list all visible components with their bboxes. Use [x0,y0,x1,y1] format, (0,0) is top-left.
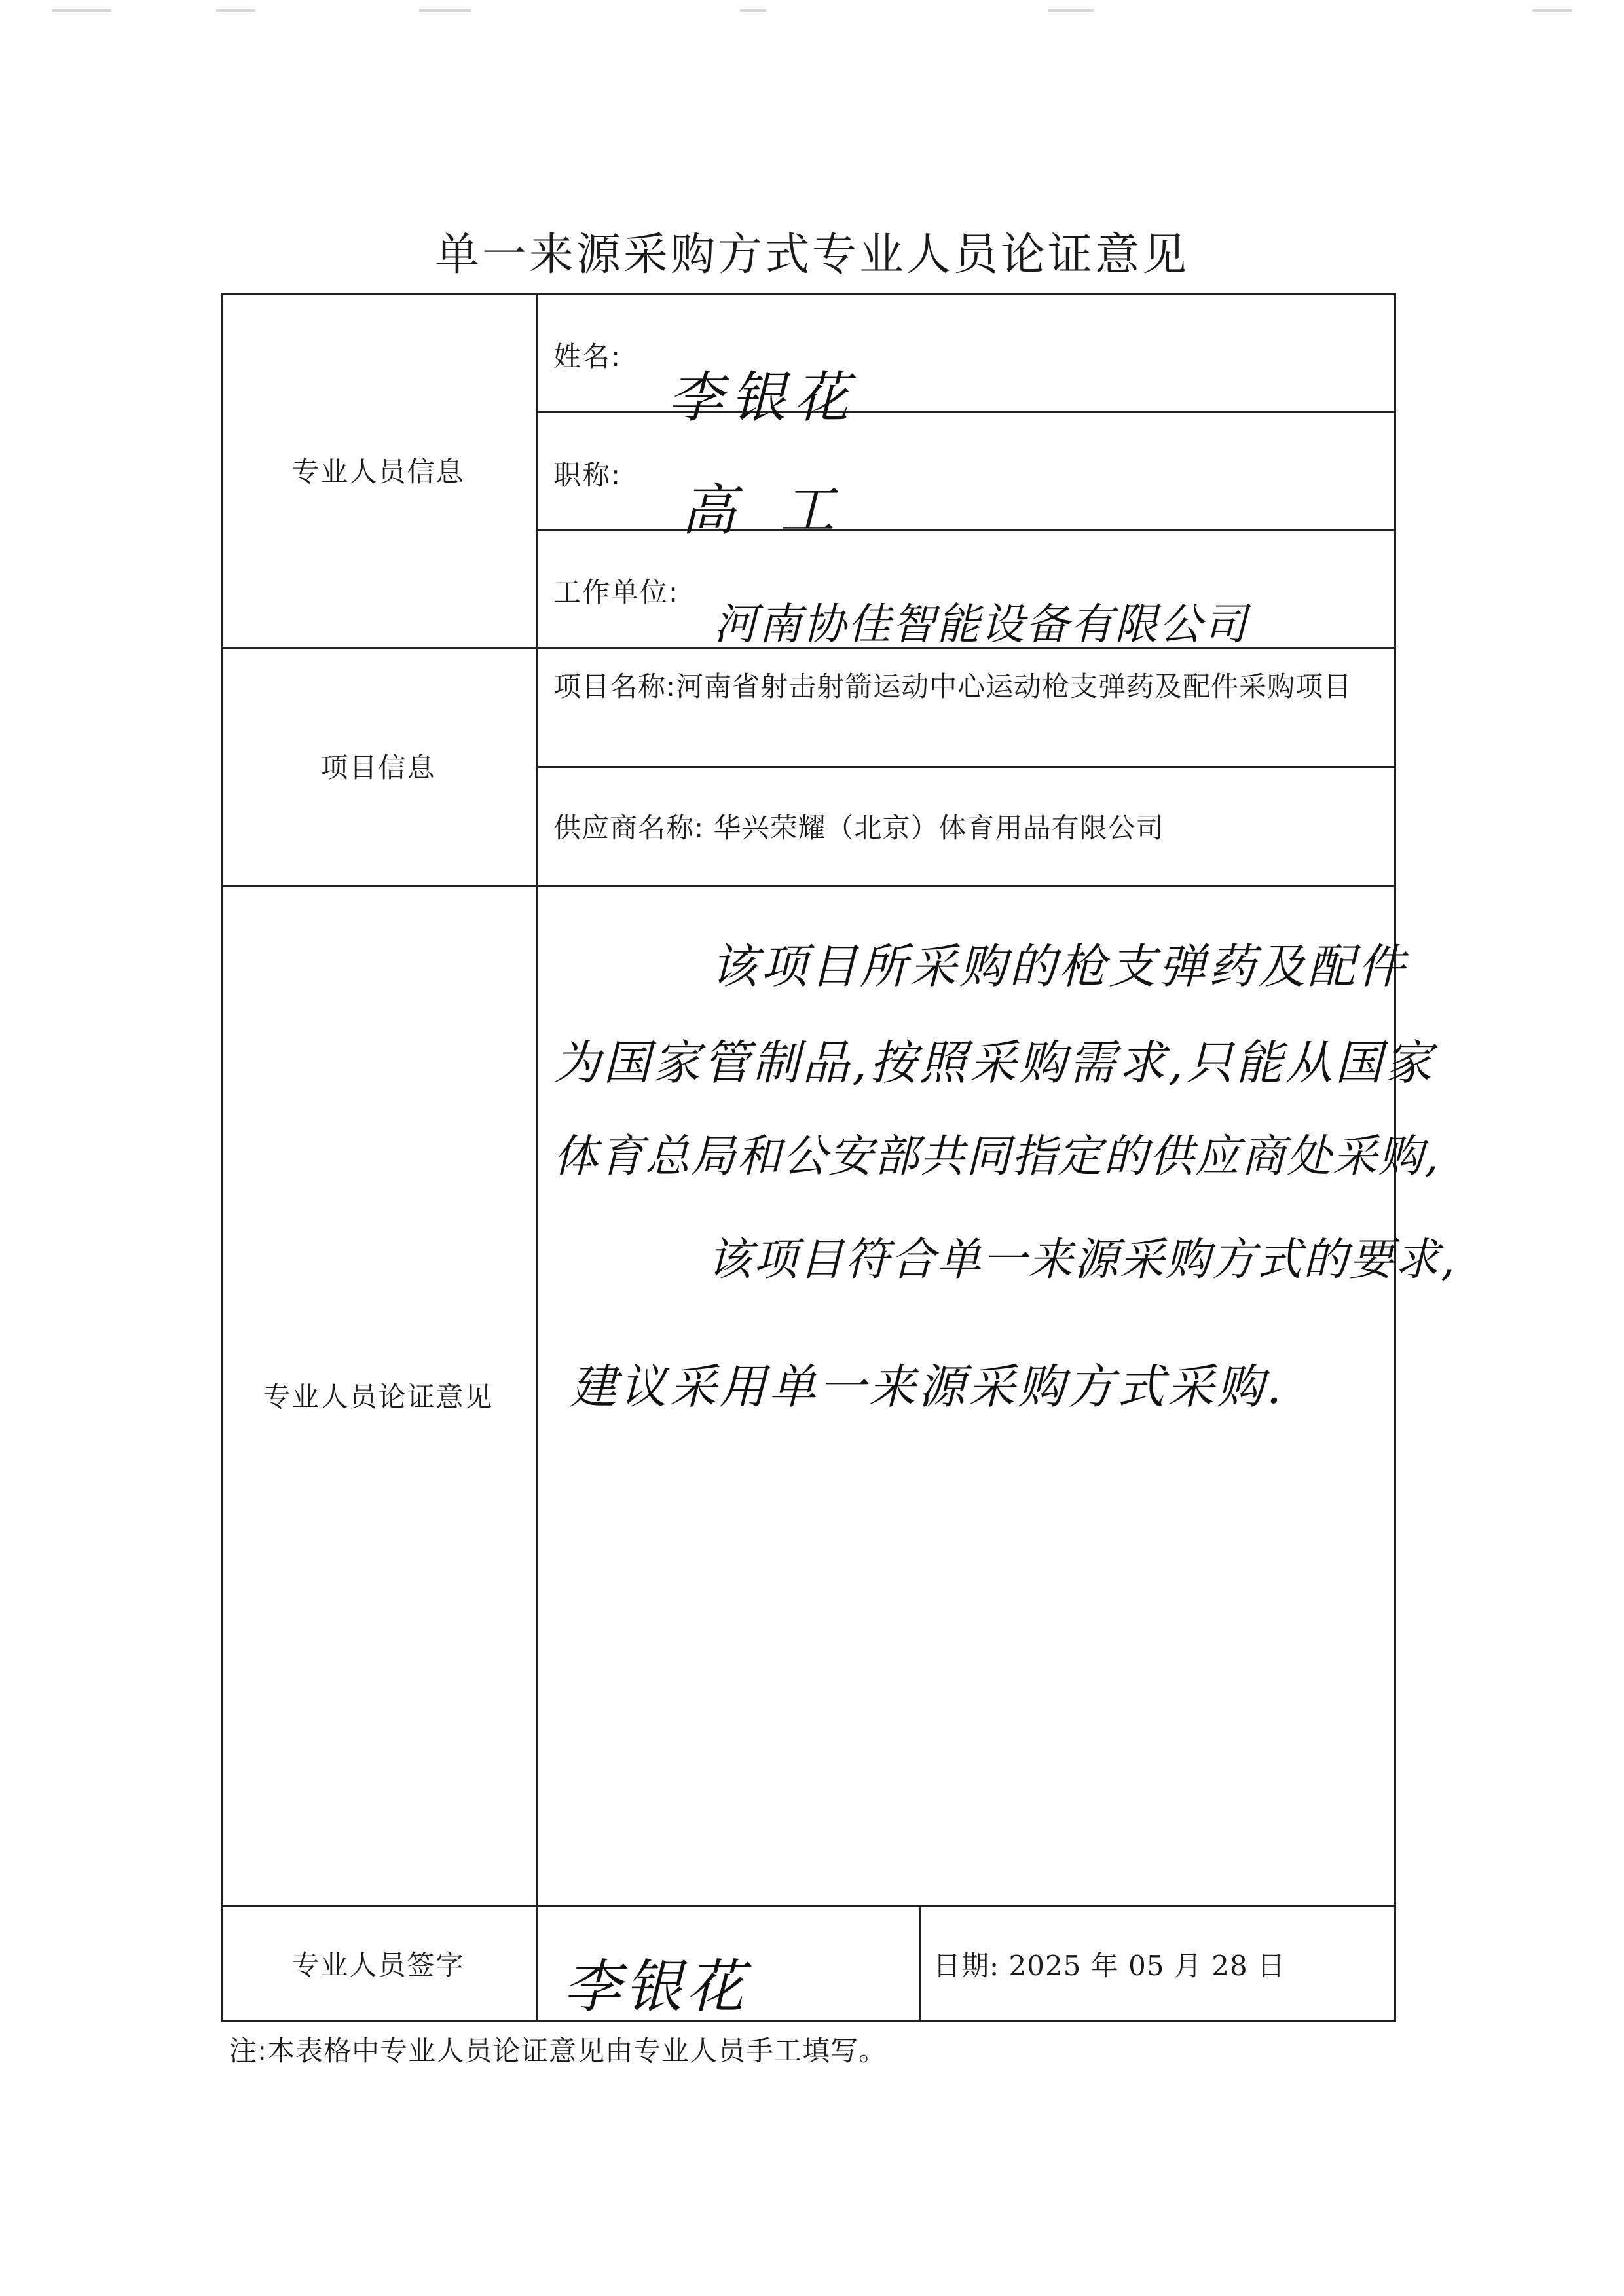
page-title: 单一来源采购方式专业人员论证意见 [434,229,1189,281]
row-divider-name [536,411,1396,413]
scan-artifact [1048,9,1094,12]
row-divider-supplier [536,766,1396,768]
name-label: 姓名: [553,340,622,373]
row-divider-title [536,529,1396,531]
opinion-line-5: 建议采用单一来源采购方式采购. [570,1359,1284,1414]
opinion-line-4: 该项目符合单一来源采购方式的要求, [707,1234,1456,1286]
signature-value: 李银花 [563,1953,748,2020]
opinion-line-2: 为国家管制品,按照采购需求,只能从国家 [553,1035,1435,1090]
employer-value: 河南协佳智能设备有限公司 [714,599,1248,649]
project-name: 项目名称:河南省射击射箭运动中心运动枪支弹药及配件采购项目 [553,670,1352,702]
opinion-line-3: 体育总局和公安部共同指定的供应商处采购, [553,1131,1440,1182]
footnote: 注:本表格中专业人员论证意见由专业人员手工填写。 [229,2035,887,2067]
scan-artifact [52,9,111,12]
signature-label: 专业人员签字 [291,1949,465,1981]
scan-artifact [419,9,471,12]
supplier-name: 供应商名称: 华兴荣耀（北京）体育用品有限公司 [553,812,1164,844]
title-value: 高 工 [681,478,848,542]
scan-artifact [1532,9,1572,12]
title-label: 职称: [553,459,622,491]
opinion-line-1: 该项目所采购的枪支弹药及配件 [710,939,1408,994]
employer-label: 工作单位: [553,576,680,608]
project-info-label: 项目信息 [320,752,436,784]
scan-artifact [216,9,255,12]
signature-date-divider [919,1905,921,2022]
column-divider [536,293,538,2022]
opinion-label: 专业人员论证意见 [263,1381,494,1413]
signature-date: 日期: 2025 年 05 月 28 日 [933,1950,1286,1982]
scan-artifact [740,9,766,12]
name-value: 李银花 [668,365,857,429]
personnel-info-label: 专业人员信息 [291,456,465,488]
